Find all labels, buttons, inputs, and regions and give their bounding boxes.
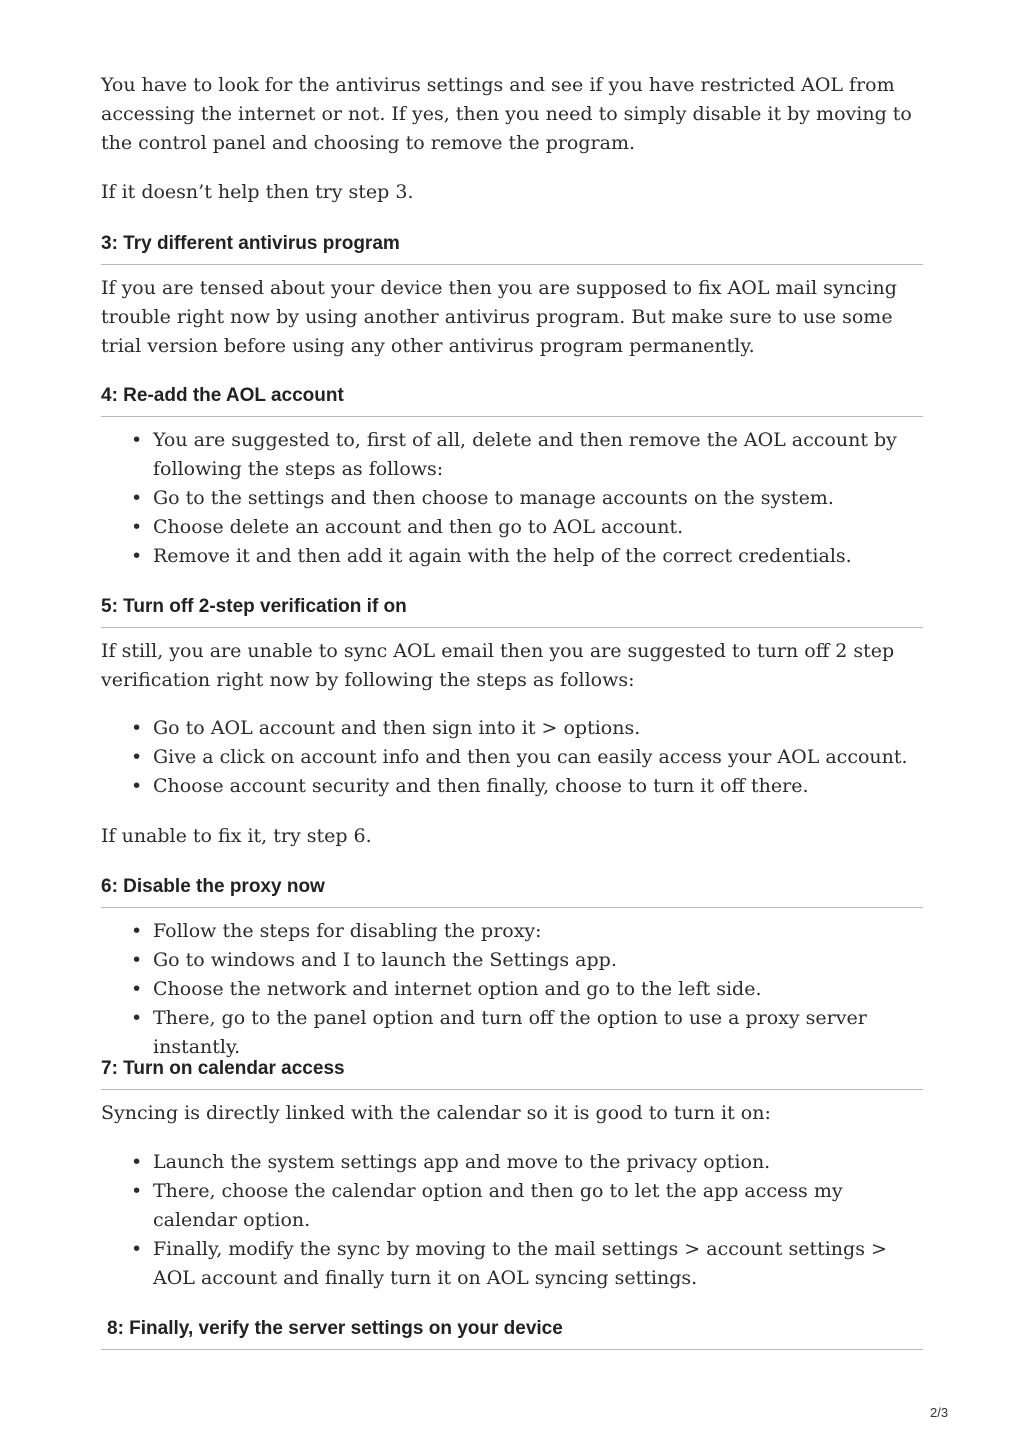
section-6-list — [101, 917, 923, 1062]
section-4-list — [101, 426, 923, 571]
section-8-heading: 8: Finally, verify the server settings on your device — [101, 1317, 923, 1350]
section-4-heading: 4: Re-add the AOL account — [101, 384, 923, 417]
section-5-heading: 5: Turn off 2-step verification if on — [101, 595, 923, 628]
page-number: 2/3 — [930, 1405, 949, 1420]
list-item: • Launch the system settings app and move to the privacy option. — [153, 1148, 923, 1177]
list-item: • Choose delete an account and then go to AOL account. — [153, 513, 923, 542]
list-item: • There, go to the panel option and turn off the option to use a proxy server instantly. — [153, 1004, 923, 1062]
list-item: • Choose account security and then finally, choose to turn it off there. — [153, 772, 923, 801]
list-item: • Go to windows and I to launch the Settings app. — [153, 946, 923, 975]
section-7-heading: 7: Turn on calendar access — [101, 1057, 923, 1090]
list-item: • There, choose the calendar option and then go to let the app access my calendar option. — [153, 1177, 923, 1235]
list-item: • Finally, modify the sync by moving to the mail settings > account settings > AOL account and finally turn it on AOL syncing settings. — [153, 1235, 923, 1293]
section-5-paragraph: If still, you are unable to sync AOL email then you are suggested to turn off 2 step verification right now by following the steps as follows: — [101, 640, 895, 691]
list-item: • Follow the steps for disabling the proxy: — [153, 917, 923, 946]
list-item: • Choose the network and internet option and go to the left side. — [153, 975, 923, 1004]
section-6-heading: 6: Disable the proxy now — [101, 875, 923, 908]
list-item: • Go to AOL account and then sign into it > options. — [153, 714, 923, 743]
intro-note: If it doesn’t help then try step 3. — [101, 181, 414, 203]
list-item: • Go to the settings and then choose to manage accounts on the system. — [153, 484, 923, 513]
section-3-heading: 3: Try different antivirus program — [101, 232, 923, 265]
section-7-list — [101, 1148, 923, 1293]
intro-paragraph: You have to look for the antivirus settings and see if you have restricted AOL from accessing the internet or not. If yes, then you need to simply disable it by moving to the control panel and choosing to remove the program. — [101, 74, 912, 154]
list-item: • Remove it and then add it again with the help of the correct credentials. — [153, 542, 923, 571]
list-item: • Give a click on account info and then you can easily access your AOL account. — [153, 743, 923, 772]
list-item: • You are suggested to, first of all, delete and then remove the AOL account by following the steps as follows: — [153, 426, 923, 484]
section-3-paragraph: If you are tensed about your device then you are supposed to fix AOL mail syncing trouble right now by using another antivirus program. But make sure to use some trial version before using any other antivirus program permanently. — [101, 277, 897, 357]
section-5-list — [101, 714, 923, 801]
section-7-paragraph: Syncing is directly linked with the calendar so it is good to turn it on: — [101, 1102, 771, 1124]
section-5-note: If unable to fix it, try step 6. — [101, 825, 372, 847]
